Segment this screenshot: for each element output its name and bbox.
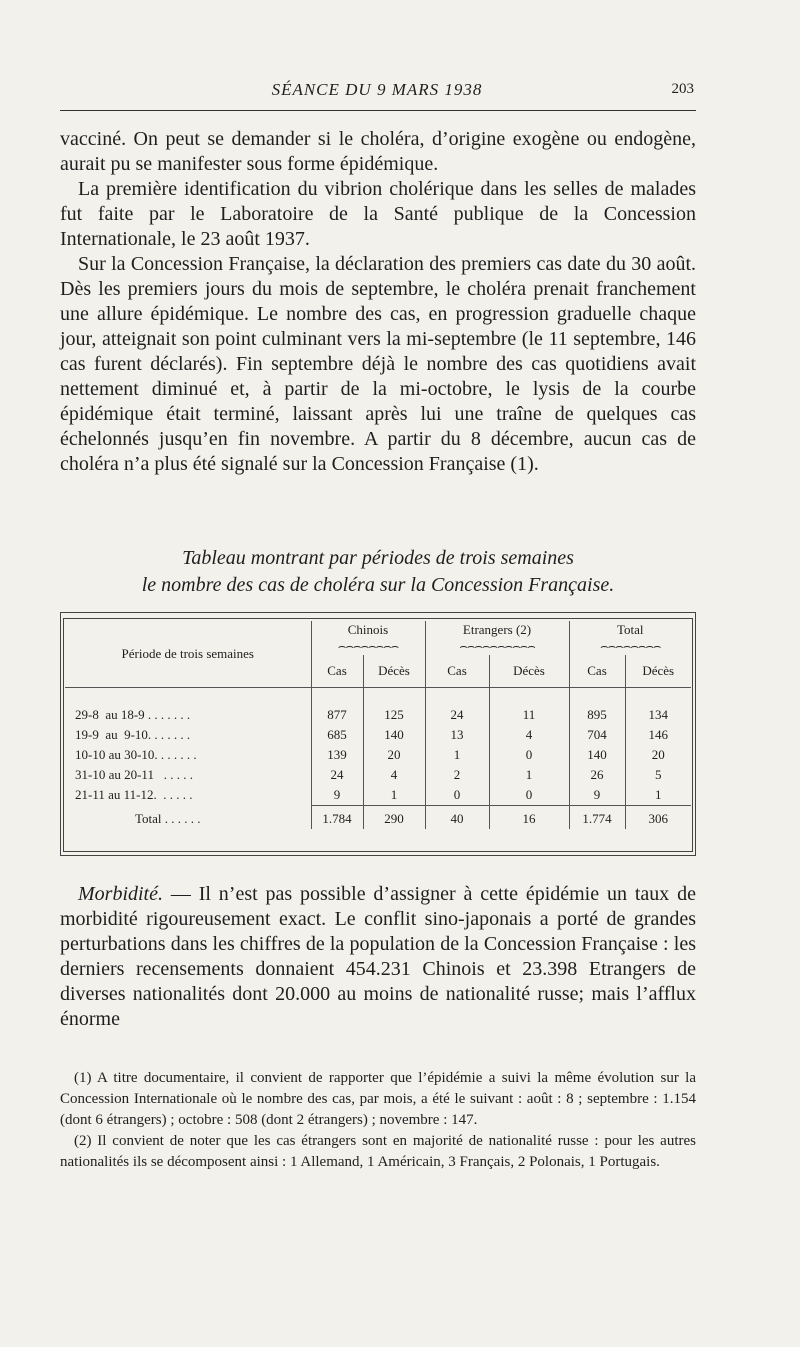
paragraph: Sur la Concession Française, la déclaration des premiers cas date du 30 août. Dès les premiers jours du mois de septembre, le choléra prenait franchement une allure épidémique. Le nombre des cas, en progression graduelle chaque jour, atteignait son point culminant vers la mi-septembre (le 11 septembre, 146 cas furent déclarés). Fin septembre déjà le nombre des cas quotidiens avait nettement diminué et, à partir de la mi-octobre, le lysis de la courbe épidémique était terminé, laissant après lui une traîne de quelques cas échelonnés jusqu’en fin novembre. A partir du 8 décembre, aucun cas de choléra n’a plus été signalé sur la Concession Française (1).	[60, 253, 696, 475]
paragraph: vacciné. On peut se demander si le choléra, d’origine exogène ou endogène, aurait pu se manifester sous forme épidémique.	[60, 128, 696, 175]
body-text-top	[60, 127, 696, 477]
value-cell: 1	[363, 785, 425, 806]
paragraph: La première identification du vibrion cholérique dans les selles de malades fut faite par le Laboratoire de la Santé publique de la Concession Internationale, le 23 août 1937.	[60, 178, 696, 250]
value-cell: 24	[311, 765, 363, 785]
value-cell: 0	[425, 785, 489, 806]
value-cell: 140	[363, 725, 425, 745]
group-header-chinois: Chinois ⌢⌢⌢⌢⌢⌢⌢⌢	[311, 621, 425, 655]
value-cell: 0	[489, 745, 569, 765]
value-cell: 140	[569, 745, 625, 765]
value-cell: 9	[311, 785, 363, 806]
morbidite-lead: Morbidité.	[78, 883, 163, 905]
table-row	[65, 785, 691, 806]
total-cell: 1.784	[311, 806, 363, 830]
data-table	[60, 612, 696, 856]
value-cell: 9	[569, 785, 625, 806]
cholera-table	[65, 621, 691, 829]
total-row	[65, 806, 691, 830]
table-row	[65, 765, 691, 785]
table-row	[65, 745, 691, 765]
page-header	[60, 80, 694, 104]
table-row	[65, 725, 691, 745]
total-label: Total . . . . . .	[135, 810, 201, 826]
subheader-deces: Décès	[625, 655, 691, 688]
value-cell: 139	[311, 745, 363, 765]
subheader-deces: Décès	[363, 655, 425, 688]
value-cell: 895	[569, 688, 625, 726]
value-cell: 20	[363, 745, 425, 765]
total-cell: 306	[625, 806, 691, 830]
value-cell: 1	[625, 785, 691, 806]
caption-line: Tableau montrant par périodes de trois semaines	[182, 547, 574, 569]
footnotes	[60, 1068, 696, 1173]
period-cell: 21-11 au 11-12. . . . . .	[75, 787, 193, 803]
value-cell: 877	[311, 688, 363, 726]
value-cell: 704	[569, 725, 625, 745]
morbidite-text: — Il n’est pas possible d’assigner à cette épidémie un taux de morbidité rigoureusement exact. Le conflit sino-japonais a porté de grandes perturbations dans les chiffres de la population de la Concession Française : les derniers recensements donnaient 454.231 Chinois et 23.398 Etrangers de diverses nationalités dont 20.000 au moins de nationalité russe; mais l’afflux énorme	[60, 883, 696, 1030]
value-cell: 26	[569, 765, 625, 785]
subheader-cas: Cas	[569, 655, 625, 688]
value-cell: 20	[625, 745, 691, 765]
value-cell: 1	[425, 745, 489, 765]
period-cell: 31-10 au 20-11 . . . . .	[75, 767, 193, 782]
period-cell: 29-8 au 18-9 . . . . . . .	[75, 707, 191, 722]
table-caption	[60, 545, 696, 599]
period-cell: 10-10 au 30-10. . . . . . .	[75, 747, 197, 762]
value-cell: 4	[363, 765, 425, 785]
footnote: (2) Il convient de noter que les cas étrangers sont en majorité de nationalité russe : pour les autres nationalités ils se décomposent ainsi : 1 Allemand, 1 Américain, 3 Français, 2 Polonais, 1 Portugais.	[60, 1133, 696, 1170]
value-cell: 0	[489, 785, 569, 806]
paragraph	[60, 882, 696, 1032]
total-cell: 290	[363, 806, 425, 830]
group-header-etrangers: Etrangers (2) ⌢⌢⌢⌢⌢⌢⌢⌢⌢⌢	[425, 621, 569, 655]
footnote: (1) A titre documentaire, il convient de rapporter que l’épidémie a suivi la même évolution sur la Concession Internationale où le nombre des cas, par mois, a été le suivant : août : 8 ; septembre : 1.154 (dont 6 étrangers) ; octobre : 508 (dont 2 étrangers) ; novembre : 147.	[60, 1070, 696, 1128]
value-cell: 13	[425, 725, 489, 745]
group-header-total: Total ⌢⌢⌢⌢⌢⌢⌢⌢	[569, 621, 691, 655]
running-title: SÉANCE DU 9 MARS 1938	[271, 80, 483, 99]
value-cell: 24	[425, 688, 489, 726]
value-cell: 146	[625, 725, 691, 745]
value-cell: 134	[625, 688, 691, 726]
total-cell: 40	[425, 806, 489, 830]
value-cell: 4	[489, 725, 569, 745]
body-text-morbidite	[60, 882, 696, 1032]
total-cell: 16	[489, 806, 569, 830]
period-header: Période de trois semaines	[65, 621, 311, 688]
value-cell: 11	[489, 688, 569, 726]
period-cell: 19-9 au 9-10. . . . . . .	[75, 727, 191, 742]
total-cell: 1.774	[569, 806, 625, 830]
header-rule	[60, 110, 696, 111]
value-cell: 1	[489, 765, 569, 785]
value-cell: 2	[425, 765, 489, 785]
subheader-cas: Cas	[311, 655, 363, 688]
subheader-cas: Cas	[425, 655, 489, 688]
value-cell: 685	[311, 725, 363, 745]
page-number: 203	[671, 81, 694, 97]
value-cell: 125	[363, 688, 425, 726]
value-cell: 5	[625, 765, 691, 785]
caption-line: le nombre des cas de choléra sur la Concession Française.	[141, 574, 615, 596]
table-row	[65, 688, 691, 726]
subheader-deces: Décès	[489, 655, 569, 688]
